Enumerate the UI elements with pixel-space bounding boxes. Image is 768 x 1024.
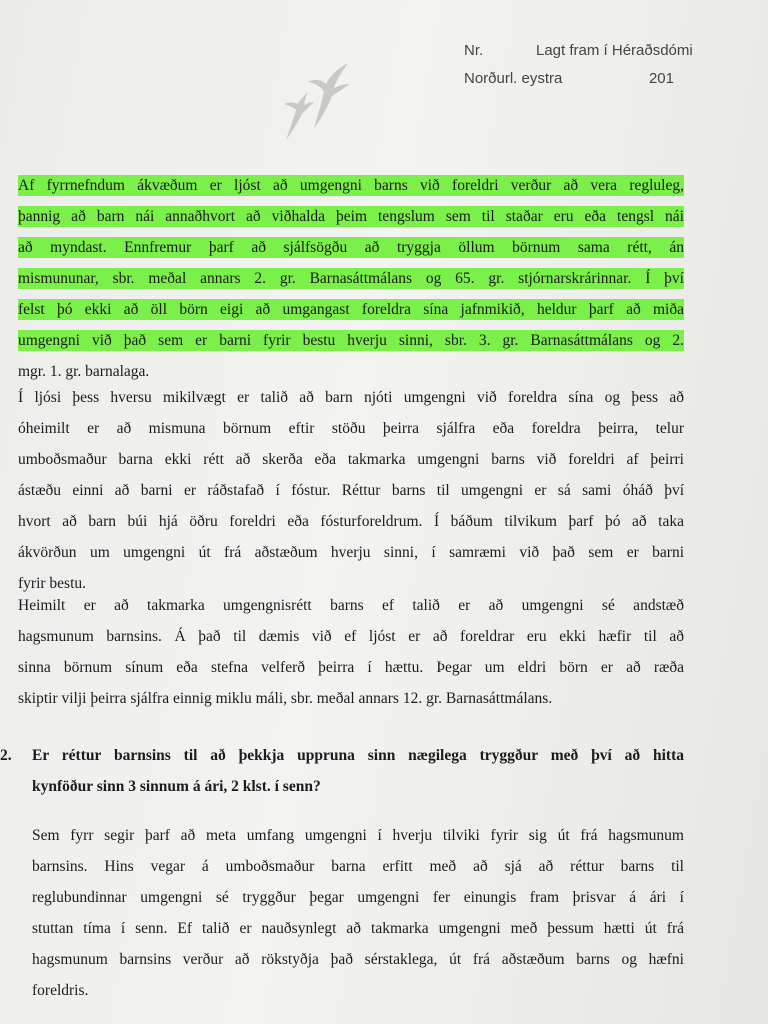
paragraph-4-line: stuttan tíma í senn. Ef talið er nauðsynlegt að takmarka umgengni með þessum hætti út frá xyxy=(32,920,684,937)
paragraph-2-line: ástæðu einni að barni er ráðstafað í fóstur. Réttur barns til umgengni er sá sami óháð því xyxy=(18,482,684,499)
court-stamp xyxy=(464,42,704,98)
paragraph-4-line: hagsmunum barnsins verður að rökstyðja það sérstaklega, út frá aðstæðum barns og hæfni xyxy=(32,951,684,968)
paragraph-1-line: mgr. 1. gr. barnalaga. xyxy=(18,363,150,380)
paragraph-4-line: barnsins. Hins vegar á umboðsmaður barna erfitt með að sjá að réttur barns til xyxy=(32,858,684,875)
paragraph-1-line xyxy=(18,232,684,263)
paragraph-3-line: Heimilt er að takmarka umgengnisrétt barns ef talið er að umgengni sé andstæð xyxy=(18,597,684,614)
section-2-heading-line: kynföður sinn 3 sinnum á ári, 2 klst. í senn? xyxy=(32,778,321,795)
paragraph-2-line: umboðsmaður barna ekki rétt að skerða eða takmarka umgengni barns við foreldri af þeirri xyxy=(18,451,684,468)
stamp-page-number: 201 xyxy=(648,70,674,87)
paragraph-2-line: fyrir bestu. xyxy=(18,575,87,592)
highlighted-text: þannig að barn nái annaðhvort að viðhalda þeim tengslum sem til staðar eru eða tengsl nái xyxy=(18,208,684,225)
paragraph-1-line xyxy=(18,294,684,325)
stamp-nr-label: Nr. xyxy=(464,42,484,59)
paragraph-1-line xyxy=(18,325,684,356)
paragraph-3-line: skiptir vilji þeirra sjálfra einnig miklu máli, sbr. meðal annars 12. gr. Barnasáttmálans. xyxy=(18,690,553,707)
stamp-court-region: Norðurl. eystra xyxy=(464,70,563,87)
paragraph-3 xyxy=(18,590,684,714)
highlighted-text: Af fyrrnefndum ákvæðum er ljóst að umgengni barns við foreldri verður að vera regluleg, xyxy=(18,177,684,194)
paragraph-4-line: foreldris. xyxy=(32,982,89,999)
section-2-number: 2. xyxy=(0,747,12,764)
paragraph-1 xyxy=(18,170,684,387)
paragraph-4-line: Sem fyrr segir þarf að meta umfang umgengni í hverju tilviki fyrir sig út frá hagsmunum xyxy=(32,827,684,844)
two-birds-icon xyxy=(278,58,358,143)
paragraph-1-line xyxy=(18,263,684,294)
highlighted-text: umgengni við það sem er barni fyrir bestu hverju sinni, sbr. 3. gr. Barnasáttmálans og 2. xyxy=(18,332,684,349)
paragraph-1-line xyxy=(18,170,684,201)
paragraph-1-line xyxy=(18,201,684,232)
paragraph-2-line: ákvörðun um umgengni út frá aðstæðum hverju sinni, í samræmi við það sem er barni xyxy=(18,544,684,561)
paragraph-2-line: Í ljósi þess hversu mikilvægt er talið að barn njóti umgengni við foreldra sína og þess að xyxy=(18,389,684,406)
paragraph-3-line: hagsmunum barnsins. Á það til dæmis við ef ljóst er að foreldrar eru ekki hæfir til að xyxy=(18,628,684,645)
paragraph-2-line: hvort að barn búi hjá öðru foreldri eða fósturforeldrum. Í báðum tilvikum þarf þó að taka xyxy=(18,513,684,530)
section-2-heading-line: Er réttur barnsins til að þekkja uppruna sinn nægilega tryggður með því að hitta xyxy=(32,747,684,764)
paragraph-2-line: óheimilt er að mismuna börnum eftir stöðu þeirra sjálfra eða foreldra þeirra, telur xyxy=(18,420,684,437)
highlighted-text: mismununar, sbr. meðal annars 2. gr. Barnasáttmálans og 65. gr. stjórnarskrárinnar. Í því xyxy=(18,270,684,287)
paragraph-3-line: sinna börnum sínum eða stefna velferð þeirra í hættu. Þegar um eldri börn er að ræða xyxy=(18,659,684,676)
paragraph-4 xyxy=(32,820,684,1006)
section-2-heading xyxy=(0,740,684,802)
paragraph-4-line: reglubundinnar umgengni sé tryggður þegar umgengni fer einungis fram þrisvar á ári í xyxy=(32,889,684,906)
highlighted-text: felst þó ekki að öll börn eigi að umgangast foreldra sína jafnmikið, heldur þarf að miða xyxy=(18,301,684,318)
paragraph-2 xyxy=(18,382,684,599)
highlighted-text: að myndast. Ennfremur þarf að sjálfsögðu að tryggja öllum börnum sama rétt, án xyxy=(18,239,684,256)
stamp-filed-label: Lagt fram í Héraðsdómi xyxy=(536,42,693,59)
